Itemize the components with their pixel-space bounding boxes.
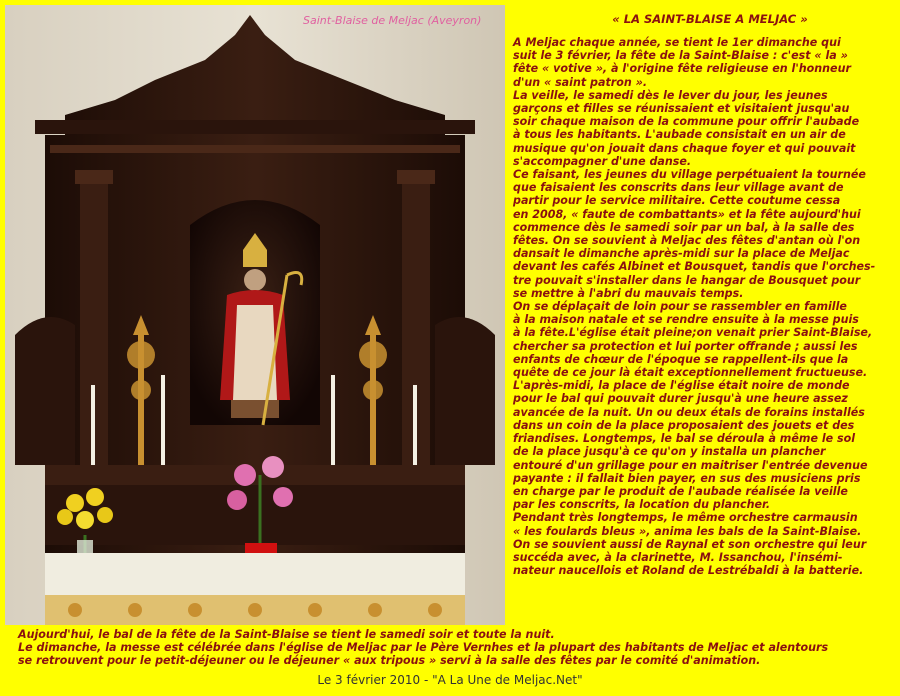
- text-line: L'après-midi, la place de l'église était noire de monde: [513, 379, 850, 393]
- text-line: friandises. Longtemps, le bal se déroula à même le sol: [513, 432, 856, 446]
- article-body: [513, 36, 899, 577]
- text-line: dans un coin de la place proposaient des jouets et des: [513, 418, 855, 432]
- text-line: Ce faisant, les jeunes du village perpétuaient la tournée: [513, 168, 866, 182]
- text-line: enfants de chœur de l'époque se rappellent-ils que la: [513, 352, 849, 366]
- text-line: succéda avec, à la clarinette, M. Issanchou, l'insémi-: [513, 550, 843, 564]
- text-line: entouré d'un grillage pour en maitriser l'entrée devenue: [513, 458, 868, 472]
- text-line: d'un « saint patron ».: [513, 75, 648, 89]
- text-line: devant les cafés Albinet et Bousquet, tandis que l'orches-: [513, 260, 876, 274]
- text-line: partir pour le service militaire. Cette coutume cessa: [513, 194, 841, 208]
- text-line: par les conscrits, la location du plancher.: [513, 498, 771, 512]
- text-line: On se déplaçait de loin pour se rassembler en famille: [513, 300, 847, 314]
- text-line: garçons et filles se réunissaient et visitaient jusqu'au: [513, 102, 850, 116]
- bottom-text: [18, 628, 896, 668]
- article-title: « LA SAINT-BLAISE A MELJAC »: [612, 12, 808, 26]
- altar-photo: [5, 5, 505, 625]
- text-line: se retrouvent pour le petit-déjeuner ou le déjeuner « aux tripous » servi à la salle des fêtes par le comité d'animation.: [18, 654, 761, 668]
- text-line: en charge par le produit de l'aubade réalisée la veille: [513, 484, 848, 498]
- text-line: de la place jusqu'à ce qu'on y installa un plancher: [513, 445, 826, 459]
- text-line: fêtes. On se souvient à Meljac des fêtes d'antan où l'on: [513, 234, 861, 248]
- text-line: que faisaient les conscrits dans leur village avant de: [513, 181, 844, 195]
- text-line: musique qu'on jouait dans chaque foyer et qui pouvait: [513, 141, 856, 155]
- text-line: suit le 3 février, la fête de la Saint-Blaise : c'est « la »: [513, 49, 848, 63]
- text-line: Aujourd'hui, le bal de la fête de la Saint-Blaise se tient le samedi soir et toute la nuit.: [18, 628, 555, 641]
- text-line: s'accompagner d'une danse.: [513, 154, 692, 168]
- text-line: pour le bal qui pouvait durer jusqu'à une heure assez: [513, 392, 848, 406]
- text-line: soir chaque maison de la commune pour offrir l'aubade: [513, 115, 860, 129]
- text-line: On se souvient aussi de Raynal et son orchestre qui leur: [513, 537, 867, 551]
- text-line: à tous les habitants. L'aubade consistait en un air de: [513, 128, 846, 142]
- text-line: payante : il fallait bien payer, en sus des musiciens pris: [513, 471, 861, 485]
- text-line: chercher sa protection et lui porter offrande ; aussi les: [513, 339, 858, 353]
- footer-credit: Le 3 février 2010 - "A La Une de Meljac.Net": [317, 673, 583, 687]
- text-line: à la maison natale et se rendre ensuite à la messe puis: [513, 313, 859, 327]
- photo-caption: Saint-Blaise de Meljac (Aveyron): [303, 14, 482, 27]
- text-line: Le dimanche, la messe est célébrée dans l'église de Meljac par le Père Vernhes et la plupart des habitants de Meljac et alentours: [18, 641, 829, 655]
- text-line: « les foulards bleus », anima les bals de la Saint-Blaise.: [513, 524, 862, 538]
- text-line: A Meljac chaque année, se tient le 1er dimanche qui: [513, 36, 841, 49]
- text-line: à la fête.L'église était pleine;on venait prier Saint-Blaise,: [513, 326, 873, 340]
- text-line: La veille, le samedi dès le lever du jour, les jeunes: [513, 88, 828, 102]
- text-line: fête « votive », à l'origine fête religieuse en l'honneur: [513, 62, 851, 76]
- text-line: tre pouvait s'installer dans le hangar de Bousquet pour: [513, 273, 861, 287]
- text-line: en 2008, « faute de combattants» et la fête aujourd'hui: [513, 207, 861, 221]
- text-line: quête de ce jour là était exceptionnellement fructueuse.: [513, 366, 868, 380]
- text-line: nateur naucellois et Roland de Lestrébaldi à la batterie.: [513, 564, 864, 578]
- text-line: avancée de la nuit. Un ou deux étals de forains installés: [513, 405, 865, 419]
- text-line: Pendant très longtemps, le même orchestre carmausin: [513, 511, 858, 525]
- text-line: dansait le dimanche après-midi sur la place de Meljac: [513, 247, 850, 261]
- text-line: commence dès le samedi soir par un bal, à la salle des: [513, 220, 855, 234]
- text-line: se mettre à l'abri du mauvais temps.: [513, 286, 744, 300]
